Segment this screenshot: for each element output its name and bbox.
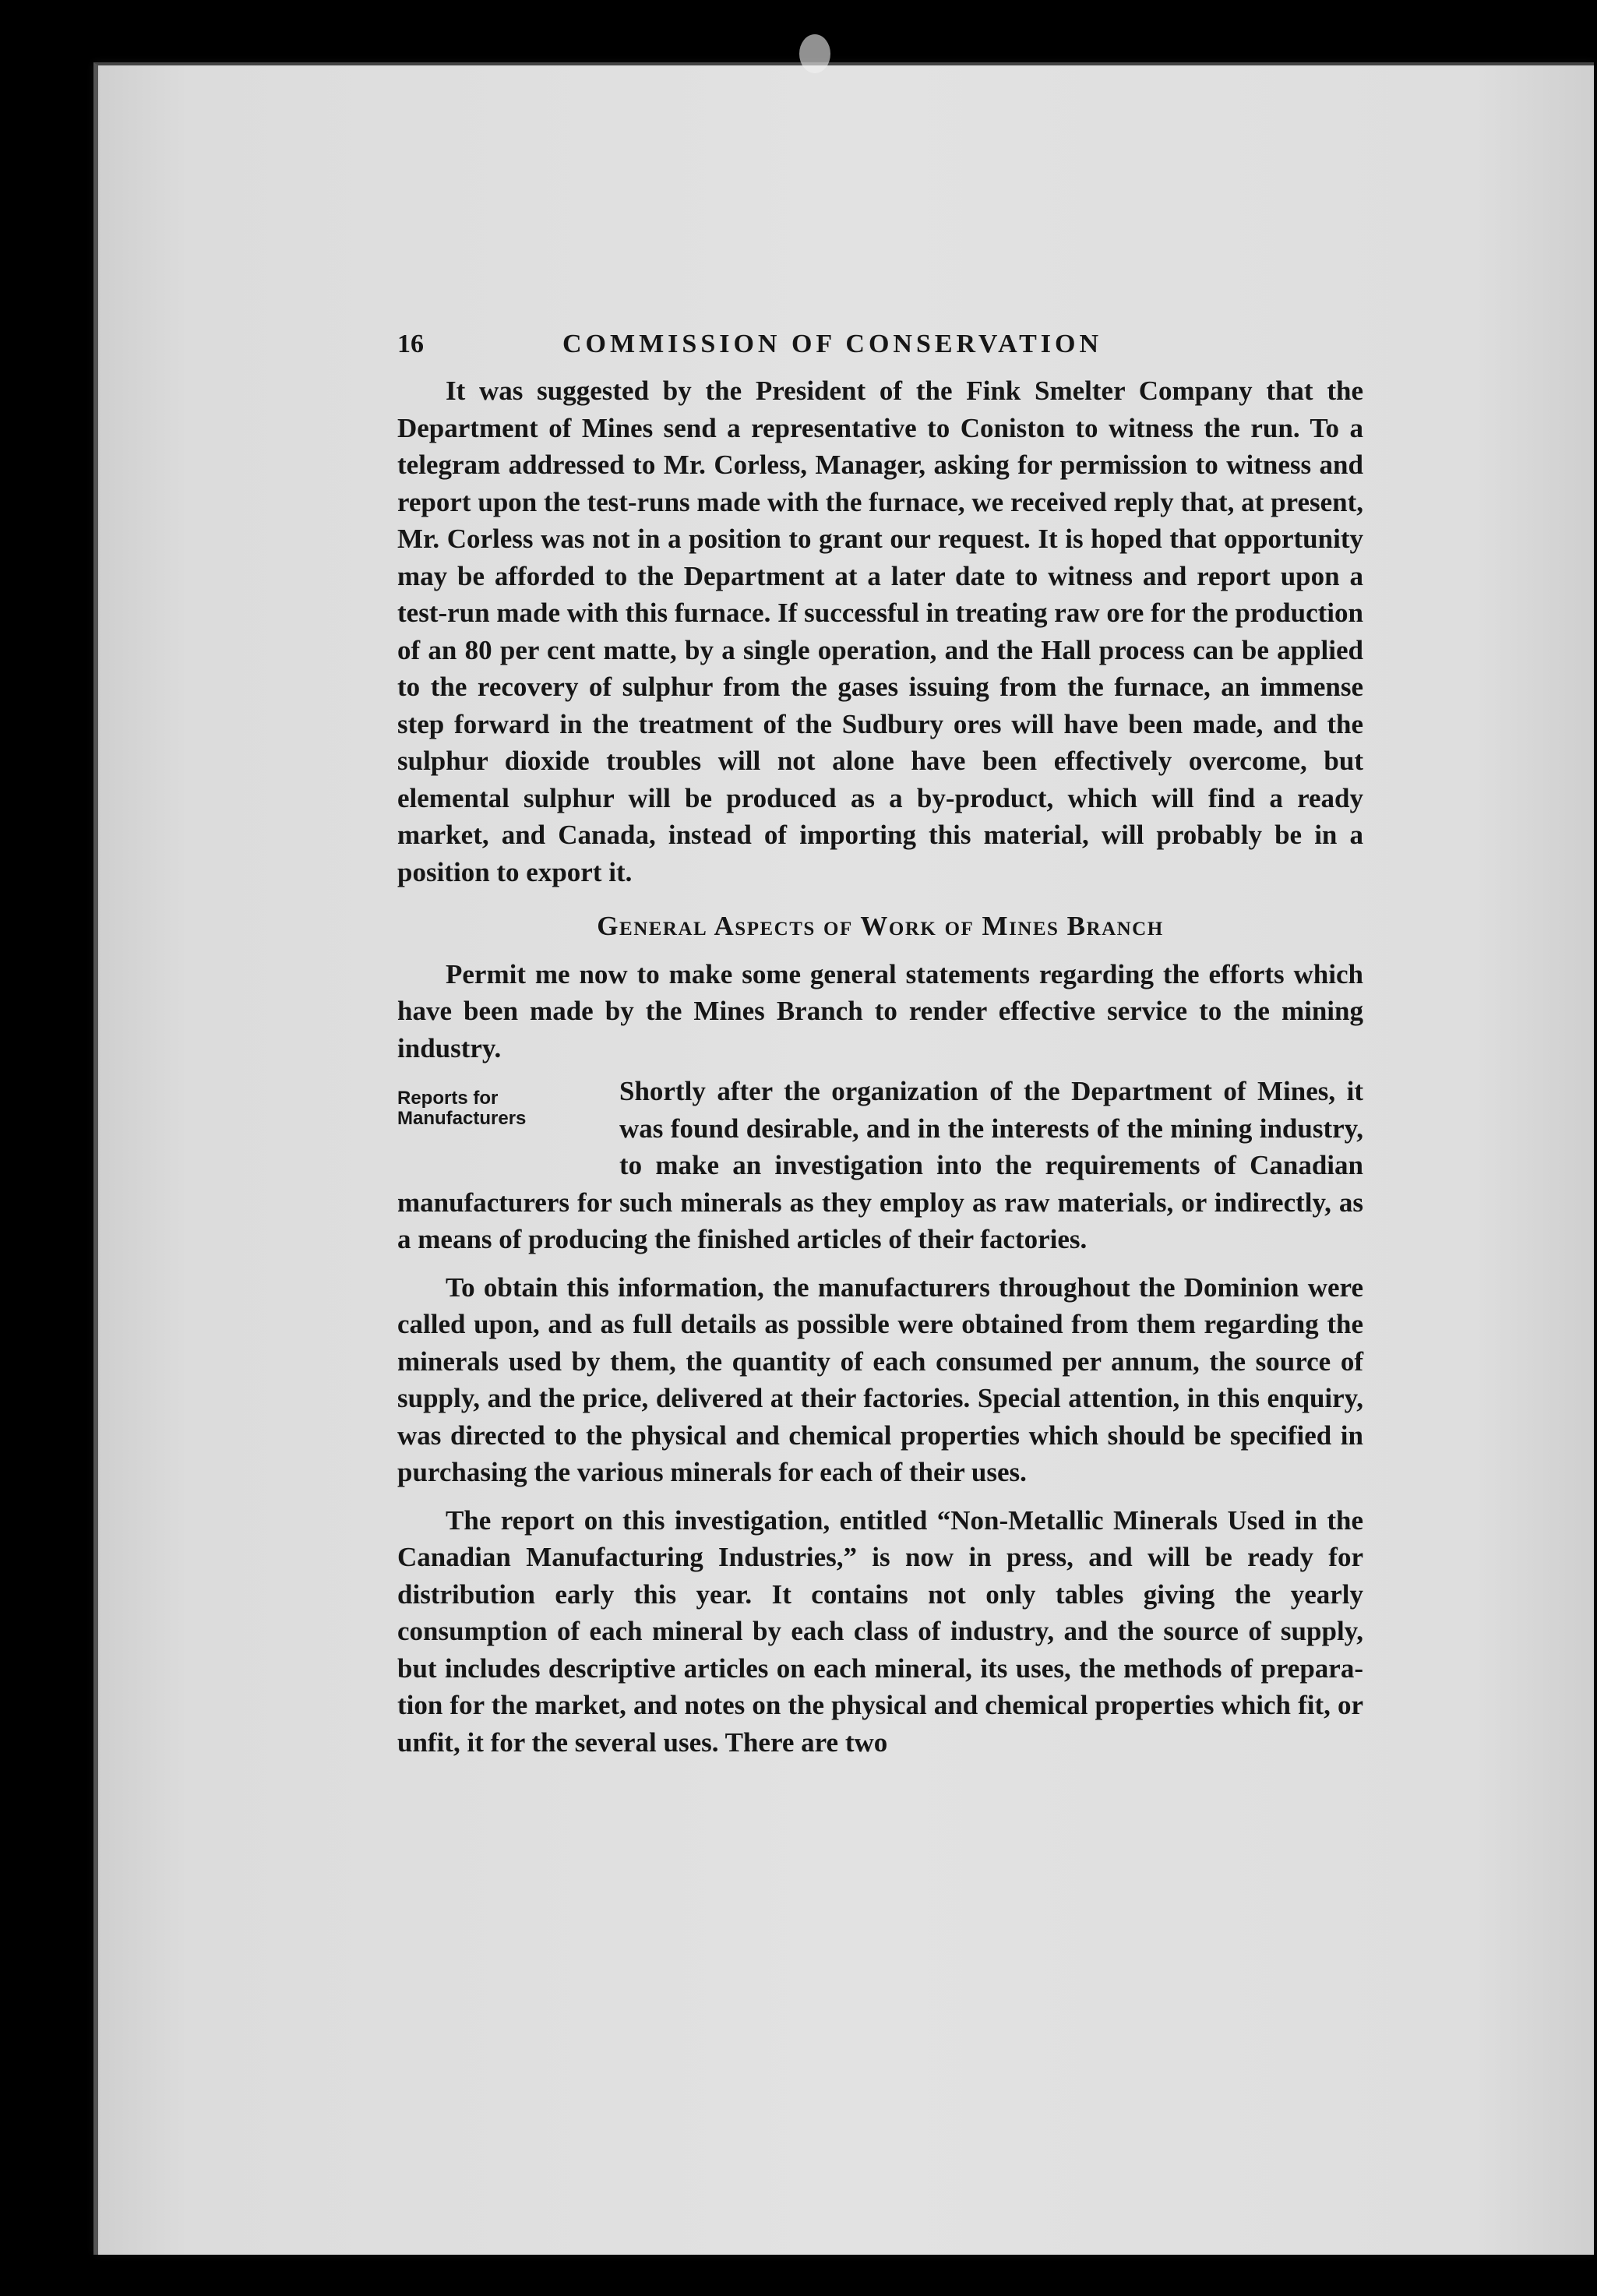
paragraph-fink-smelter: It was suggested by the President of the Fink Smelter Company that the Department of Mines send a representative to Coniston to witness the run. To a telegram addressed to Mr. Corless, Manager, asking for permission to witness and report upon the test-runs made with the furnace, we received reply that, at present, Mr. Corless was not in a position to grant our request. It is hoped that opportunity may be afforded to the Department at a later date to witness and report upon a test-run made with this furnace. If successful in treating raw ore for the production of an 80 per cent matte, by a single operation, and the Hall process can be applied to the recovery of sulphur from the gases issuing from the furnace, an immense step forward in the treatment of the Sudbury ores will have been made, and the sulphur dioxide troubles will not alone have been effectively overcome, but elemental sulphur will be produced as a by-product, which will find a ready market, and Canada, instead of importing this material, will probably be in a position to export it. [397, 376, 1363, 887]
margin-note-line: Manufacturers [397, 1108, 527, 1129]
page-number: 16 [397, 330, 424, 358]
paragraph-report-investigation: The report on this investigation, entitled “Non-Metallic Minerals Used in the Canadian Manufacturing Industries,” is now in press, and will be ready for distribution early this year. It contains not only tables giving the yearly consumption of each mineral by each class of industry, and the source of supply, but includes descriptive articles on each mineral, its uses, the methods of preparation for the market, and notes on the physical and chemical properties which fit, or unfit, it for the several uses. There are two [397, 1504, 1363, 1758]
running-head [397, 326, 1363, 372]
section-heading: General Aspects of Work of Mines Branch [597, 911, 1164, 941]
paragraph-obtain-information: To obtain this information, the manufacturers throughout the Dominion were called upon, and as full details as possible were obtained from them regarding the minerals used by them, the quantity of each consumed per annum, the source of supply, and the price, delivered at their factories. Special attention, in this enquiry, was directed to the physical and chemical properties which should be specified in purchasing the various minerals for each of their uses. [397, 1271, 1363, 1487]
page-content [397, 326, 1363, 1761]
margin-note-line: Reports for [397, 1088, 499, 1109]
margin-note [397, 1088, 592, 1129]
paragraph-reports-for-manufacturers: Shortly after the organization of the Department of Mines, it was found desirable, and in the interests of the mining industry, to make an investigation into the requirements of Canadian manufacturers for such minerals as they employ as raw materials, or indirectly, as a means of producing the finished articles of their factories. [397, 1076, 1363, 1254]
running-head-title: COMMISSION OF CONSERVATION [562, 330, 1103, 358]
paragraph-intro: Permit me now to make some general statements regarding the efforts which have been made by the Mines Branch to render effective service to the mining industry. [397, 958, 1363, 1063]
sidenote-block [397, 1073, 1363, 1258]
scan-artifact [799, 34, 830, 73]
